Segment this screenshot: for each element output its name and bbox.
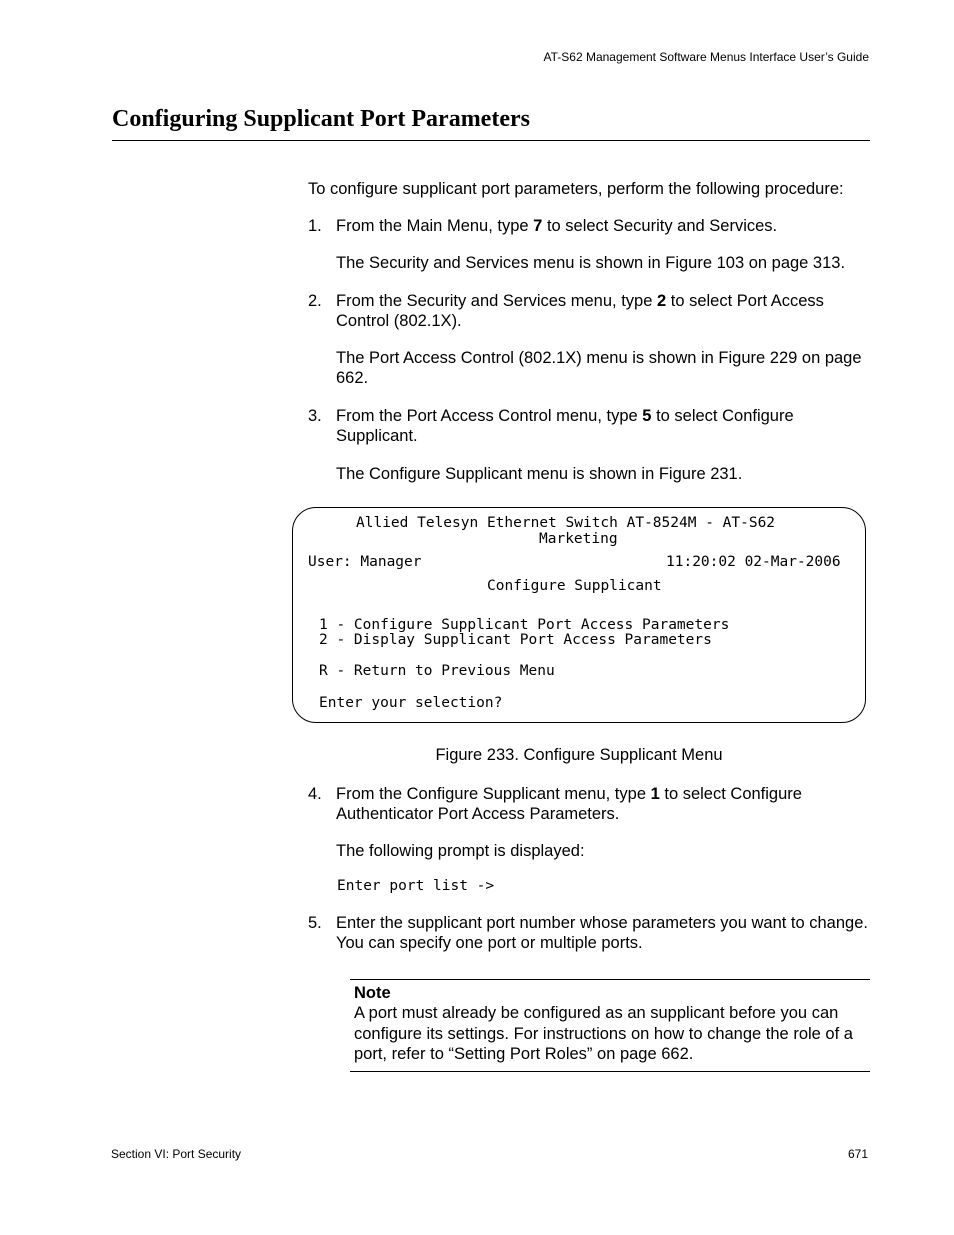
terminal-screen	[292, 507, 866, 723]
figure-caption: Figure 233. Configure Supplicant Menu	[435, 746, 723, 764]
footer-section: Section VI: Port Security	[111, 1147, 242, 1161]
terminal-return-option: R - Return to Previous Menu	[319, 663, 555, 679]
step-text: Enter the supplicant port number whose parameters you want to change. You can specify one port or multiple ports.	[336, 914, 868, 952]
step-text: From the Configure Supplicant menu, type 1 to select Configure Authenticator Port Access Parameters.	[336, 785, 802, 823]
port-list-prompt: Enter port list ->	[337, 878, 495, 894]
step-text: From the Security and Services menu, type 2 to select Port Access Control (802.1X).	[336, 292, 824, 330]
step-text: From the Main Menu, type 7 to select Security and Services.	[336, 217, 778, 235]
key-bold: 7	[533, 217, 543, 235]
step-number: 1.	[308, 217, 322, 235]
terminal-option-2: 2 - Display Supplicant Port Access Parameters	[319, 632, 712, 648]
title-rule	[112, 140, 870, 141]
terminal-prompt: Enter your selection?	[319, 695, 503, 711]
terminal-user: User: Manager	[308, 554, 422, 570]
note-title: Note	[354, 984, 391, 1002]
terminal-menu-title: Configure Supplicant	[487, 578, 662, 594]
intro-paragraph: To configure supplicant port parameters, perform the following procedure:	[308, 180, 844, 198]
note-box	[350, 979, 870, 1072]
terminal-location: Marketing	[539, 531, 618, 547]
step-number: 2.	[308, 292, 322, 310]
key-bold: 1	[650, 785, 660, 803]
running-header: AT-S62 Management Software Menus Interface User’s Guide	[543, 50, 869, 64]
key-bold: 2	[656, 292, 667, 310]
step-4-result: The following prompt is displayed:	[336, 842, 585, 860]
step-text: From the Port Access Control menu, type 5 to select Configure Supplicant.	[336, 407, 794, 445]
step-1-result: The Security and Services menu is shown in Figure 103 on page 313.	[336, 254, 846, 272]
step-number: 3.	[308, 407, 322, 425]
terminal-header-line: Allied Telesyn Ethernet Switch AT-8524M - AT-S62	[356, 515, 776, 531]
page-title: Configuring Supplicant Port Parameters	[112, 106, 530, 132]
footer-page-number: 671	[847, 1147, 868, 1161]
terminal-datetime: 11:20:02 02-Mar-2006	[666, 554, 841, 570]
step-number: 4.	[308, 785, 322, 803]
step-3-result: The Configure Supplicant menu is shown in Figure 231.	[336, 465, 743, 483]
note-body: A port must already be configured as an supplicant before you can configure its settings. For instructions on how to change the role of a port, refer to “Setting Port Roles” on page 662.	[354, 1004, 853, 1063]
step-2-result: The Port Access Control (802.1X) menu is shown in Figure 229 on page 662.	[336, 349, 862, 387]
step-number: 5.	[308, 914, 322, 932]
terminal-option-1: 1 - Configure Supplicant Port Access Parameters	[319, 617, 730, 633]
key-bold: 5	[642, 407, 652, 425]
